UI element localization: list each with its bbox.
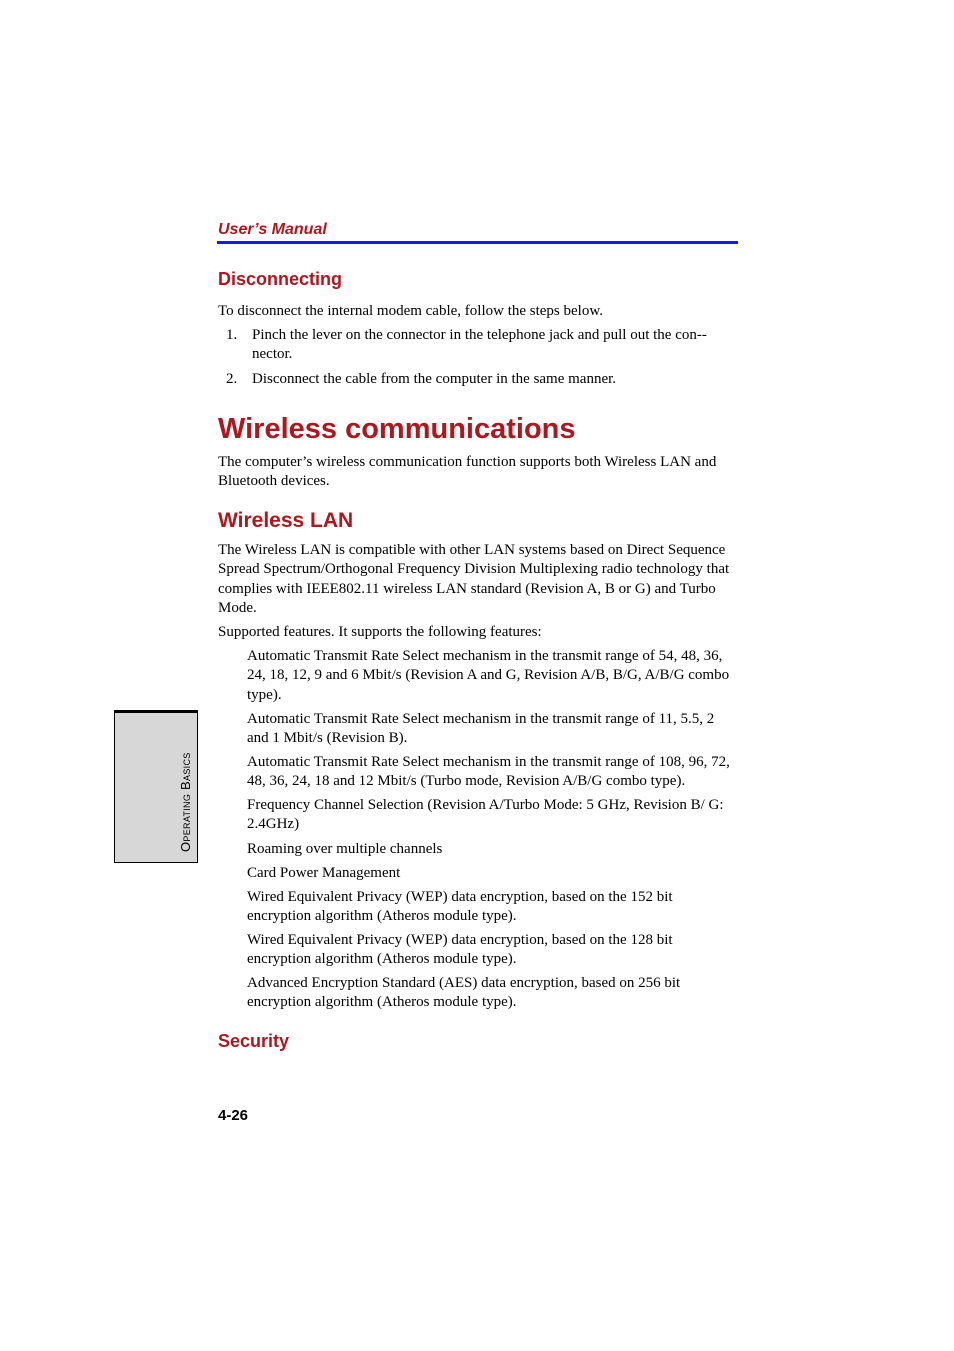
feature-item: Wired Equivalent Privacy (WEP) data encryption, based on the 152 bit encryption algorithm (Atheros module type). [247,889,673,925]
heading-wireless-lan: Wireless LAN [218,509,354,532]
supported-features-intro: Supported features. It supports the following features: [218,624,542,640]
feature-item: Roaming over multiple channels [247,841,443,857]
step-text: Pinch the lever on the connector in the telephone jack and pull out the con-nector. [252,327,707,363]
feature-item: Automatic Transmit Rate Select mechanism in the transmit range of 11, 5.5, 2 and 1 Mbit/s (Revision B). [247,711,715,747]
step-text: Disconnect the cable from the computer in the same manner. [252,371,617,387]
feature-item: Advanced Encryption Standard (AES) data encryption, based on 256 bit encryption algorithm (Atheros module type). [247,975,681,1011]
wireless-lan-description: The Wireless LAN is compatible with other LAN systems based on Direct Sequence Spread Spectrum/Orthogonal Frequency Division Multiplexing radio technology that complies with IEEE802.11 wireless LAN standard (Revision A, B or G) and Turbo Mode. [218,542,730,617]
step-item [226,370,738,389]
feature-item: Frequency Channel Selection (Revision A/Turbo Mode: 5 GHz, Revision B/ G: 2.4GHz) [247,797,724,833]
heading-disconnecting: Disconnecting [218,269,343,289]
chapter-side-tab-label: Operating Basics [178,752,193,852]
heading-security: Security [218,1031,290,1051]
heading-wireless-communications: Wireless communications [218,413,576,445]
step-item [226,326,738,365]
running-header-title: User’s Manual [218,221,327,238]
feature-item: Card Power Management [247,865,401,881]
feature-item: Wired Equivalent Privacy (WEP) data encryption, based on the 128 bit encryption algorithm (Atheros module type). [247,932,673,968]
page-number: 4-26 [218,1107,249,1124]
disconnecting-intro: To disconnect the internal modem cable, follow the steps below. [218,303,603,319]
feature-item: Automatic Transmit Rate Select mechanism in the transmit range of 54, 48, 36, 24, 18, 12, 9 and 6 Mbit/s (Revision A and G, Revision A/B, B/G, A/B/G combo type). [247,648,730,703]
step-number: 1. [226,327,238,343]
wireless-intro: The computer’s wireless communication function supports both Wireless LAN and Bluetooth devices. [218,454,717,490]
feature-item: Automatic Transmit Rate Select mechanism in the transmit range of 108, 96, 72, 48, 36, 24, 18 and 12 Mbit/s (Turbo mode, Revision A/B/G combo type). [247,754,730,790]
header-rule [217,241,738,244]
step-number: 2. [226,371,238,387]
